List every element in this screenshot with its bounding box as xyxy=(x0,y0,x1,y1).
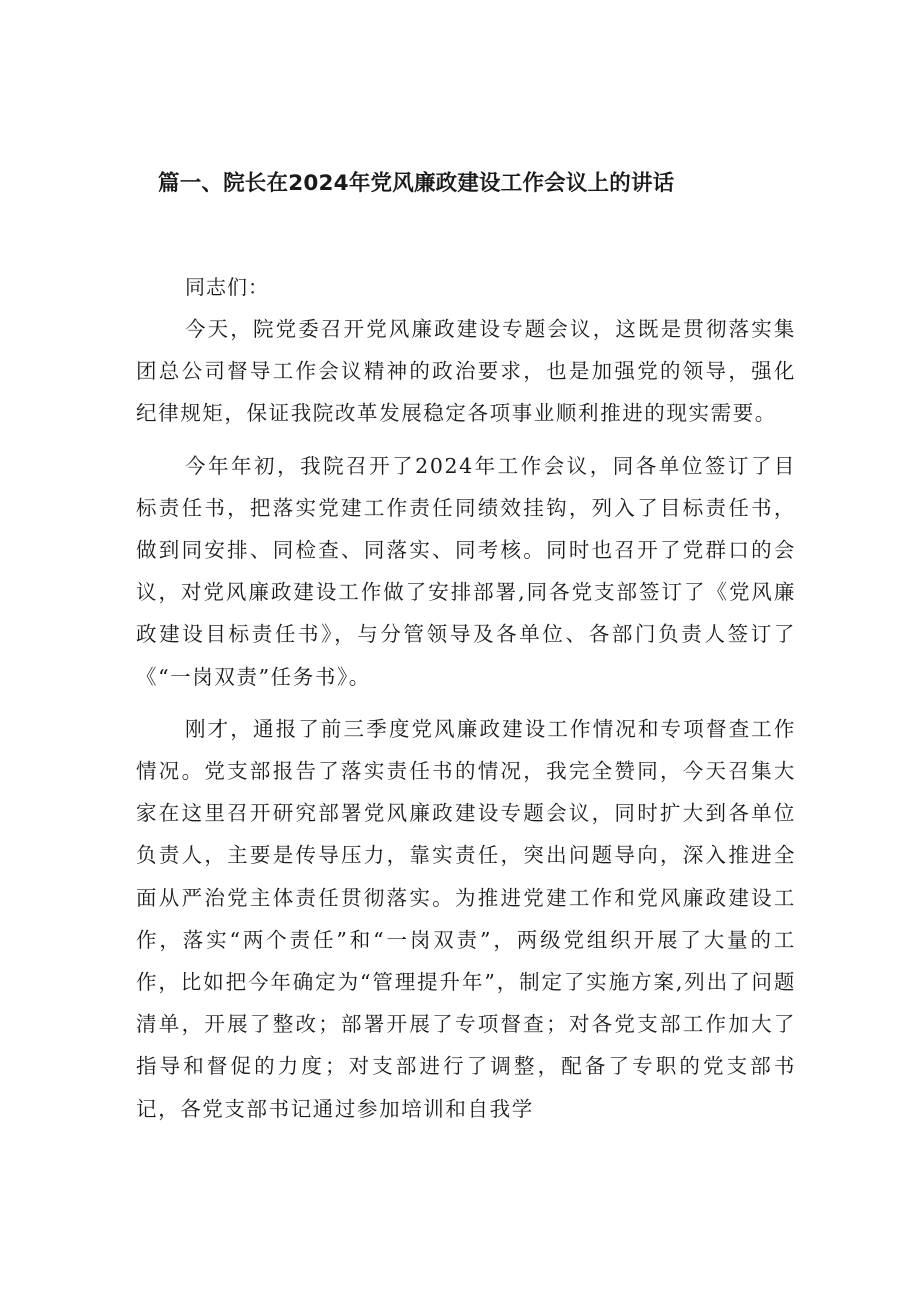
paragraph-progress-report: 刚才，通报了前三季度党风廉政建设工作情况和专项督查工作情况。党支部报告了落实责任书的情况，我完全赞同，今天召集大家在这里召开研究部署党风廉政建设专题会议，同时扩大到各单位负责人，主要是传导压力，靠实责任，突出问题导向，深入推进全面从严治党主体责任贯彻落实。为推进党建工作和党风廉政建设工作，落实“两个责任”和“一岗双责”，两级党组织开展了大量的工作，比如把今年确定为“管理提升年”，制定了实施方案,列出了问题清单，开展了整改；部署开展了专项督查；对各党支部工作加大了指导和督促的力度；对支部进行了调整，配备了专职的党支部书记，各党支部书记通过参加培训和自我学 xyxy=(136,716,796,1121)
paragraph-opening: 今天，院党委召开党风廉政建设专题会议，这既是贯彻落实集团总公司督导工作会议精神的政治要求，也是加强党的领导，强化纪律规矩，保证我院改革发展稳定各项事业顺利推进的现实需要。 xyxy=(136,317,796,426)
salutation: 同志们： xyxy=(185,275,269,299)
paragraph-annual-meeting: 今年年初，我院召开了2024年工作会议，同各单位签订了目标责任书，把落实党建工作责任同绩效挂钩，列入了目标责任书，做到同安排、同检查、同落实、同考核。同时也召开了党群口的会议，对党风廉政建设工作做了安排部署,同各党支部签订了《党风廉政建设目标责任书》，与分管领导及各单位、各部门负责人签订了《“一岗双责”任务书》。 xyxy=(136,453,796,689)
document-title: 篇一、院长在2024年党风廉政建设工作会议上的讲话 xyxy=(158,171,675,196)
document-body xyxy=(136,308,796,1140)
